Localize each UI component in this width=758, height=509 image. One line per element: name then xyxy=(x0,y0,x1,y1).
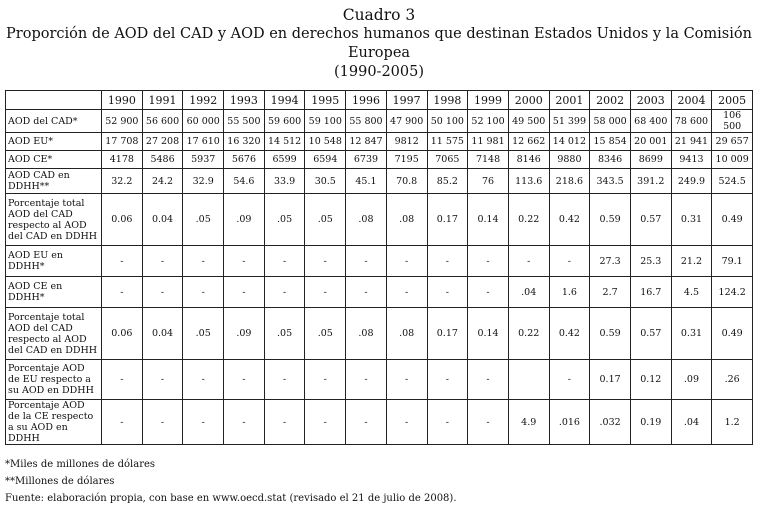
table-cell: 76 xyxy=(468,169,509,194)
row-label: AOD EU en DDHH* xyxy=(6,246,102,277)
table-row xyxy=(6,110,753,133)
table-cell: - xyxy=(386,360,427,400)
table-cell: 11 575 xyxy=(427,133,468,151)
table-cell: 0.59 xyxy=(590,194,631,246)
table-cell: .09 xyxy=(224,194,265,246)
row-label: AOD CE* xyxy=(6,151,102,169)
table-cell: 17 610 xyxy=(183,133,224,151)
table-cell: 0.57 xyxy=(630,308,671,360)
table-cell: 0.06 xyxy=(102,194,143,246)
table-cell: 1.2 xyxy=(712,400,753,445)
table-cell: - xyxy=(468,277,509,308)
table-cell: .05 xyxy=(305,308,346,360)
table-cell: 60 000 xyxy=(183,110,224,133)
table-cell: 21.2 xyxy=(671,246,712,277)
table-cell: 0.17 xyxy=(427,194,468,246)
table-cell: 16.7 xyxy=(630,277,671,308)
table-cell: 85.2 xyxy=(427,169,468,194)
table-cell: 5676 xyxy=(224,151,265,169)
table-cell: 27 208 xyxy=(142,133,183,151)
table-cell: - xyxy=(346,360,387,400)
table-cell: - xyxy=(142,360,183,400)
table-cell: 8346 xyxy=(590,151,631,169)
table-number: Cuadro 3 xyxy=(342,6,416,24)
table-cell: 17 708 xyxy=(102,133,143,151)
row-label: AOD CAD en DDHH** xyxy=(6,169,102,194)
table-cell: 0.57 xyxy=(630,194,671,246)
table-cell: - xyxy=(142,400,183,445)
table-cell: - xyxy=(386,400,427,445)
row-label: Porcentaje total AOD del CAD respecto al AOD del CAD en DDHH xyxy=(6,194,102,246)
row-label: AOD CE en DDHH* xyxy=(6,277,102,308)
year-header: 1998 xyxy=(427,91,468,110)
year-header: 2001 xyxy=(549,91,590,110)
table-cell: - xyxy=(224,400,265,445)
table-cell: - xyxy=(102,246,143,277)
year-header: 1994 xyxy=(264,91,305,110)
table-cell: - xyxy=(264,400,305,445)
table-cell: .09 xyxy=(224,308,265,360)
table-cell: 0.31 xyxy=(671,194,712,246)
table-cell: 32.2 xyxy=(102,169,143,194)
table-cell: 70.8 xyxy=(386,169,427,194)
table-cell: 4.9 xyxy=(508,400,549,445)
table-cell: 106 500 xyxy=(712,110,753,133)
table-cell: - xyxy=(346,246,387,277)
table-cell: 9880 xyxy=(549,151,590,169)
table-cell: - xyxy=(102,400,143,445)
year-header: 1990 xyxy=(102,91,143,110)
year-header: 1995 xyxy=(305,91,346,110)
table-cell: .04 xyxy=(508,277,549,308)
table-cell: - xyxy=(264,246,305,277)
table-cell: 59 100 xyxy=(305,110,346,133)
table-cell: 0.17 xyxy=(427,308,468,360)
row-label: Porcentaje total AOD del CAD respecto al AOD del CAD en DDHH xyxy=(6,308,102,360)
footnote-thousand-millions: *Miles de millones de dólares xyxy=(5,459,156,470)
table-cell: - xyxy=(305,400,346,445)
table-cell: 11 981 xyxy=(468,133,509,151)
table-cell: 68 400 xyxy=(630,110,671,133)
table-cell: .032 xyxy=(590,400,631,445)
table-cell: 14 512 xyxy=(264,133,305,151)
table-cell: 0.49 xyxy=(712,194,753,246)
table-cell: 6599 xyxy=(264,151,305,169)
table-period: (1990-2005) xyxy=(333,64,425,80)
table-cell: .08 xyxy=(346,308,387,360)
table-cell: 343.5 xyxy=(590,169,631,194)
table-cell: - xyxy=(508,246,549,277)
table-cell: 14 012 xyxy=(549,133,590,151)
table-cell: 55 800 xyxy=(346,110,387,133)
table-cell: 25.3 xyxy=(630,246,671,277)
year-header: 1991 xyxy=(142,91,183,110)
table-cell: - xyxy=(549,246,590,277)
table-cell: 47 900 xyxy=(386,110,427,133)
table-cell: 32.9 xyxy=(183,169,224,194)
table-cell: 6594 xyxy=(305,151,346,169)
year-header: 2002 xyxy=(590,91,631,110)
year-header: 1997 xyxy=(386,91,427,110)
table-cell: 15 854 xyxy=(590,133,631,151)
table-cell: - xyxy=(183,246,224,277)
table-cell: 0.17 xyxy=(590,360,631,400)
table-cell: 0.42 xyxy=(549,308,590,360)
table-cell: - xyxy=(427,360,468,400)
table-cell: 16 320 xyxy=(224,133,265,151)
table-cell: - xyxy=(305,277,346,308)
table-cell: - xyxy=(468,400,509,445)
table-cell: 9812 xyxy=(386,133,427,151)
table-cell: 58 000 xyxy=(590,110,631,133)
table-row xyxy=(6,133,753,151)
title-block xyxy=(0,6,758,82)
table-row xyxy=(6,360,753,400)
table-cell: - xyxy=(264,277,305,308)
table-cell: 59 600 xyxy=(264,110,305,133)
year-header: 1999 xyxy=(468,91,509,110)
table-cell: 54.6 xyxy=(224,169,265,194)
table-cell: - xyxy=(549,360,590,400)
table-cell: 21 941 xyxy=(671,133,712,151)
table-row xyxy=(6,246,753,277)
table-cell: 218.6 xyxy=(549,169,590,194)
table-cell: 27.3 xyxy=(590,246,631,277)
table-row xyxy=(6,400,753,445)
table-cell: 20 001 xyxy=(630,133,671,151)
table-cell: .08 xyxy=(346,194,387,246)
table-cell: .08 xyxy=(386,308,427,360)
table-cell: 0.19 xyxy=(630,400,671,445)
table-cell: 2.7 xyxy=(590,277,631,308)
table-cell: 0.14 xyxy=(468,308,509,360)
table-cell: - xyxy=(346,277,387,308)
row-label: Porcentaje AOD de la CE respecto a su AOD en DDHH xyxy=(6,400,102,445)
table-cell: - xyxy=(183,277,224,308)
table-cell: 113.6 xyxy=(508,169,549,194)
data-table xyxy=(5,90,753,445)
table-cell: 52 900 xyxy=(102,110,143,133)
table-cell: 0.31 xyxy=(671,308,712,360)
table-cell: 5937 xyxy=(183,151,224,169)
table-cell: - xyxy=(386,277,427,308)
table-cell: 51 399 xyxy=(549,110,590,133)
table-cell: 0.42 xyxy=(549,194,590,246)
table-cell: .04 xyxy=(671,400,712,445)
table-cell: .05 xyxy=(264,308,305,360)
table-cell: 79.1 xyxy=(712,246,753,277)
table-cell: 1.6 xyxy=(549,277,590,308)
table-cell: 249.9 xyxy=(671,169,712,194)
table-cell: .05 xyxy=(183,308,224,360)
table-cell: 45.1 xyxy=(346,169,387,194)
year-header: 2005 xyxy=(712,91,753,110)
table-cell: 10 548 xyxy=(305,133,346,151)
table-cell: 391.2 xyxy=(630,169,671,194)
table-cell: 6739 xyxy=(346,151,387,169)
table-cell: 0.04 xyxy=(142,308,183,360)
table-cell: 124.2 xyxy=(712,277,753,308)
table-title: Proporción de AOD del CAD y AOD en derechos humanos que destinan Estados Unidos y la Comisión Europea xyxy=(6,26,752,61)
table-cell: 7065 xyxy=(427,151,468,169)
table-cell: .08 xyxy=(386,194,427,246)
table-cell: - xyxy=(102,277,143,308)
footnotes xyxy=(5,456,457,507)
table-cell: - xyxy=(183,360,224,400)
table-cell: - xyxy=(142,246,183,277)
table-cell: 5486 xyxy=(142,151,183,169)
table-cell: .26 xyxy=(712,360,753,400)
table-cell: .05 xyxy=(183,194,224,246)
table-cell: 24.2 xyxy=(142,169,183,194)
table-cell: 8146 xyxy=(508,151,549,169)
year-header: 1992 xyxy=(183,91,224,110)
table-cell: 0.59 xyxy=(590,308,631,360)
table-cell: - xyxy=(427,277,468,308)
table-cell: 29 657 xyxy=(712,133,753,151)
table-cell: 0.22 xyxy=(508,308,549,360)
table-cell xyxy=(508,360,549,400)
table-cell: 12 662 xyxy=(508,133,549,151)
table-cell: - xyxy=(224,360,265,400)
table-cell: 56 600 xyxy=(142,110,183,133)
footnote-millions: **Millones de dólares xyxy=(5,476,115,487)
table-cell: - xyxy=(183,400,224,445)
table-cell: - xyxy=(346,400,387,445)
table-cell: - xyxy=(386,246,427,277)
source-note: Fuente: elaboración propia, con base en www.oecd.stat (revisado el 21 de julio de 2008). xyxy=(5,493,457,504)
table-cell: 30.5 xyxy=(305,169,346,194)
table-cell: 0.04 xyxy=(142,194,183,246)
table-cell: 52 100 xyxy=(468,110,509,133)
table-cell: 55 500 xyxy=(224,110,265,133)
table-cell: - xyxy=(305,246,346,277)
header-corner xyxy=(6,91,102,110)
table-cell: 0.22 xyxy=(508,194,549,246)
table-row xyxy=(6,151,753,169)
table-cell: .05 xyxy=(264,194,305,246)
year-header: 1993 xyxy=(224,91,265,110)
year-header: 1996 xyxy=(346,91,387,110)
table-cell: 7195 xyxy=(386,151,427,169)
table-cell: 49 500 xyxy=(508,110,549,133)
table-cell: - xyxy=(264,360,305,400)
table-cell: 524.5 xyxy=(712,169,753,194)
table-cell: 0.06 xyxy=(102,308,143,360)
table-cell: - xyxy=(224,277,265,308)
table-cell: 0.49 xyxy=(712,308,753,360)
table-cell: .05 xyxy=(305,194,346,246)
table-cell: .016 xyxy=(549,400,590,445)
year-header: 2004 xyxy=(671,91,712,110)
row-label: AOD EU* xyxy=(6,133,102,151)
table-row xyxy=(6,277,753,308)
table-cell: 50 100 xyxy=(427,110,468,133)
row-label: Porcentaje AOD de EU respecto a su AOD en DDHH xyxy=(6,360,102,400)
row-label: AOD del CAD* xyxy=(6,110,102,133)
year-header: 2003 xyxy=(630,91,671,110)
table-row xyxy=(6,308,753,360)
table-cell: - xyxy=(468,246,509,277)
table-cell: - xyxy=(224,246,265,277)
table-cell: 0.14 xyxy=(468,194,509,246)
table-cell: .09 xyxy=(671,360,712,400)
table-cell: - xyxy=(468,360,509,400)
table-cell: - xyxy=(427,246,468,277)
table-cell: 33.9 xyxy=(264,169,305,194)
year-header: 2000 xyxy=(508,91,549,110)
table-cell: 0.12 xyxy=(630,360,671,400)
table-cell: 12 847 xyxy=(346,133,387,151)
table-row xyxy=(6,194,753,246)
table-cell: 7148 xyxy=(468,151,509,169)
table-cell: - xyxy=(305,360,346,400)
table-cell: 10 009 xyxy=(712,151,753,169)
table-cell: - xyxy=(102,360,143,400)
header-row xyxy=(6,91,753,110)
table-cell: - xyxy=(142,277,183,308)
table-cell: 4.5 xyxy=(671,277,712,308)
table-cell: 4178 xyxy=(102,151,143,169)
table-cell: - xyxy=(427,400,468,445)
table-cell: 78 600 xyxy=(671,110,712,133)
table-row xyxy=(6,169,753,194)
table-cell: 9413 xyxy=(671,151,712,169)
table-cell: 8699 xyxy=(630,151,671,169)
